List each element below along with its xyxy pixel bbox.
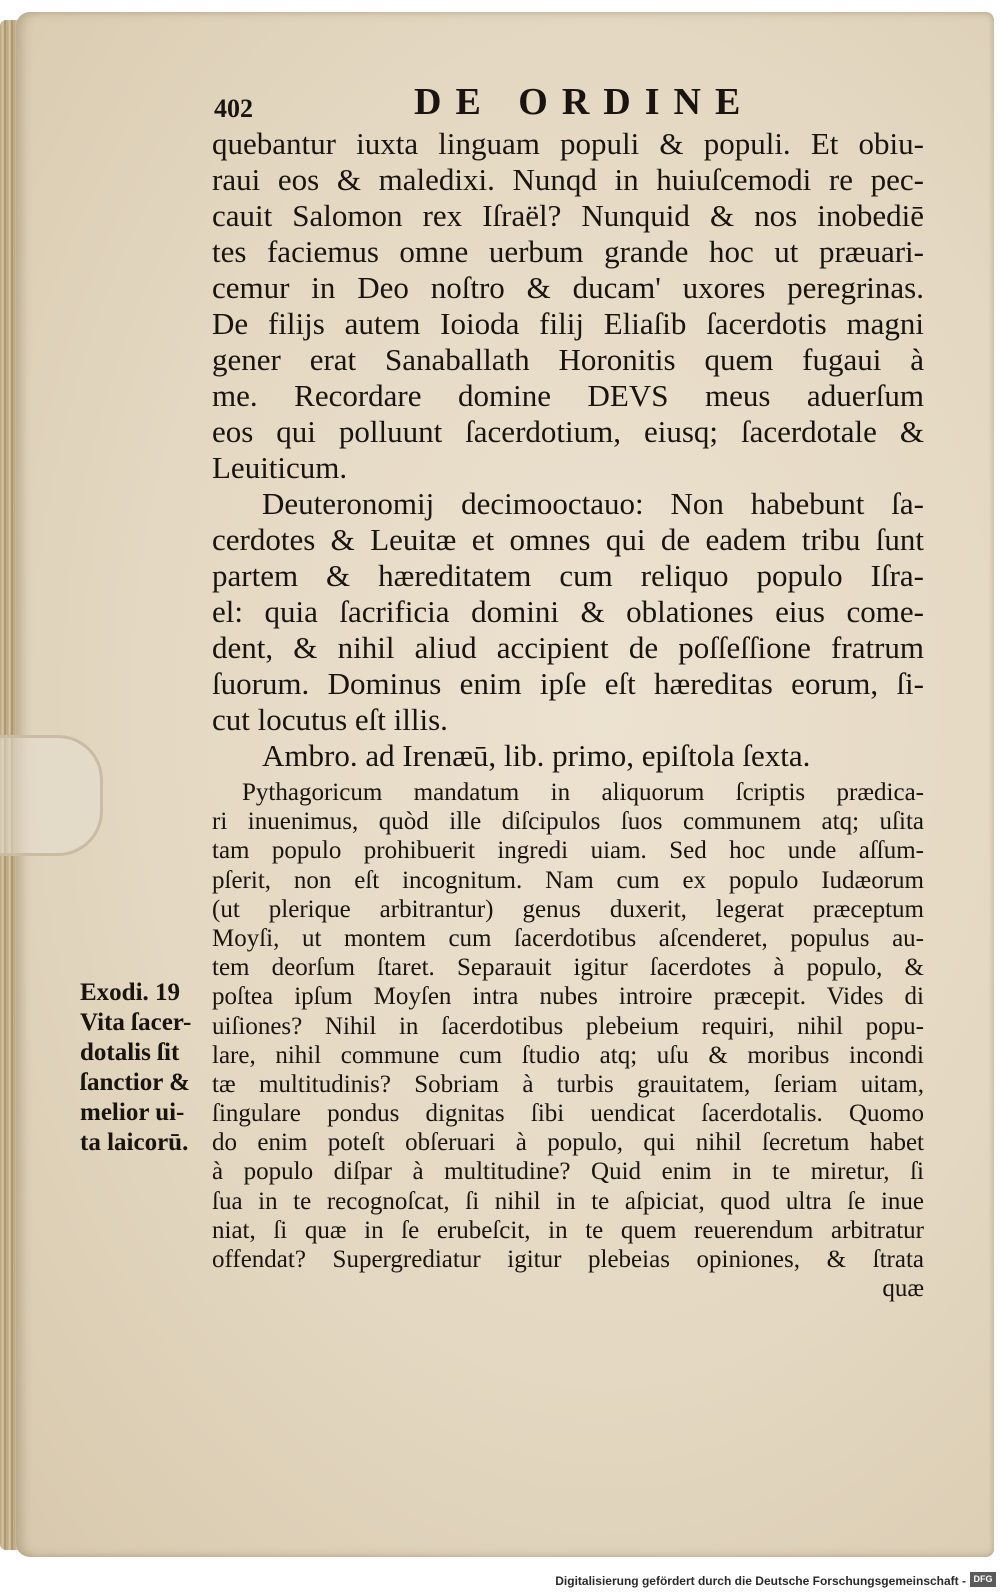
dfg-logo: DFG: [970, 1572, 996, 1587]
text-line: quebantur iuxta linguam populi & populi. Et obiu-: [212, 126, 924, 161]
text-line: cerdotes & Leuitæ et omnes qui de eadem tribu ſunt: [212, 522, 924, 557]
text-line: Pythagoricum mandatum in aliquorum ſcriptis prædica-: [242, 779, 924, 806]
text-line: tem deorſum ſtaret. Separauit igitur ſacerdotes à populo, &: [212, 954, 924, 982]
text-line: pſerit, non eſt incognitum. Nam cum ex populo Iudæorum: [212, 866, 924, 894]
marginal-note: [80, 978, 220, 1158]
footer-bar: [0, 1566, 1000, 1595]
text-line: dent, & nihil aliud accipient de poſſeſſione fratrum: [212, 630, 924, 665]
funding-credit: Digitalisierung gefördert durch die Deutsche Forschungsgemeinschaft -: [555, 1574, 966, 1588]
catchword: quæ: [882, 1275, 924, 1303]
text-line: tam populo prohibuerit ingredi uiam. Sed hoc unde aſſum-: [212, 837, 924, 865]
text-line: tæ multitudinis? Sobriam à turbis grauitatem, ſeriam uitam,: [212, 1070, 924, 1098]
page-header: [214, 80, 814, 130]
marginal-note-line: ta laicorū.: [80, 1129, 189, 1156]
text-line: me. Recordare domine DEVS meus aduerſum: [212, 378, 924, 413]
text-line: cemur in Deo noſtro & ducam' uxores peregrinas.: [212, 270, 924, 305]
marginal-note-line: melior ui-: [80, 1099, 185, 1126]
text-line: cut locutus eſt illis.: [212, 702, 448, 737]
text-line: do enim poteſt obſeruari à populo, qui nihil ſecretum habet: [212, 1129, 924, 1157]
text-line: lare, nihil commune cum ſtudio atq; uſu & moribus incondi: [212, 1041, 924, 1069]
text-line: offendat? Supergrediatur igitur plebeias opiniones, & ſtrata: [212, 1246, 924, 1273]
text-line: Moyſi, ut montem cum ſacerdotibus aſcenderet, populus au-: [212, 924, 924, 952]
text-line: à populo diſpar à multitudine? Quid enim in te miretur, ſi: [212, 1158, 924, 1186]
text-line: cauit Salomon rex Iſraël? Nunquid & nos inobediē: [212, 198, 924, 233]
text-line: ſingulare pondus dignitas ſibi uendicat ſacerdotalis. Quomo: [212, 1100, 924, 1128]
section-heading: Ambro. ad Irenæū, lib. primo, epiſtola ſexta.: [262, 738, 811, 773]
text-line: ri inuenimus, quòd ille diſcipulos ſuos communem atq; uſita: [212, 808, 924, 836]
text-line: ſua in te recognoſcat, ſi nihil in te aſpiciat, quod ultra ſe inue: [212, 1187, 924, 1215]
text-line: (ut plerique arbitrantur) genus duxerit, legerat præceptum: [212, 895, 924, 923]
text-line: ſuorum. Dominus enim ipſe eſt hæreditas eorum, ſi-: [212, 666, 924, 701]
marginal-note-line: ſanctior &: [80, 1069, 190, 1096]
text-line: eos qui polluunt ſacerdotium, eiusq; ſacerdotale &: [212, 414, 924, 449]
main-text: [212, 126, 924, 1303]
text-line: De filijs autem Ioioda filij Eliaſib ſacerdotis magni: [212, 306, 924, 341]
running-title: DE ORDINE: [414, 81, 755, 123]
text-line: gener erat Sanaballath Horonitis quem fugaui à: [212, 342, 924, 377]
text-line: partem & hæreditatem cum reliquo populo Iſra-: [212, 558, 924, 593]
marginal-note-line: Exodi. 19: [80, 979, 181, 1006]
text-line: tes faciemus omne uerbum grande hoc ut præuari-: [212, 234, 924, 269]
text-line: niat, ſi quæ in ſe erubeſcit, in te quem reuerendum arbitratur: [212, 1216, 924, 1244]
page-number: 402: [214, 94, 253, 123]
book-clasp: [0, 735, 103, 856]
marginal-note-line: Vita ſacer-: [80, 1009, 192, 1036]
text-line: Deuteronomij decimooctauo: Non habebunt ſa-: [262, 486, 924, 521]
text-line: Leuiticum.: [212, 450, 348, 485]
text-line: uiſiones? Nihil in ſacerdotibus plebeium requiri, nihil popu-: [212, 1012, 924, 1040]
text-line: poſtea ipſum Moyſen intra nubes introire præcepit. Vides di: [212, 983, 924, 1011]
text-line: el: quia ſacrificia domini & oblationes eius come-: [212, 594, 924, 629]
text-line: raui eos & maledixi. Nunqd in huiuſcemodi re pec-: [212, 162, 924, 197]
marginal-note-line: dotalis ſit: [80, 1039, 180, 1066]
